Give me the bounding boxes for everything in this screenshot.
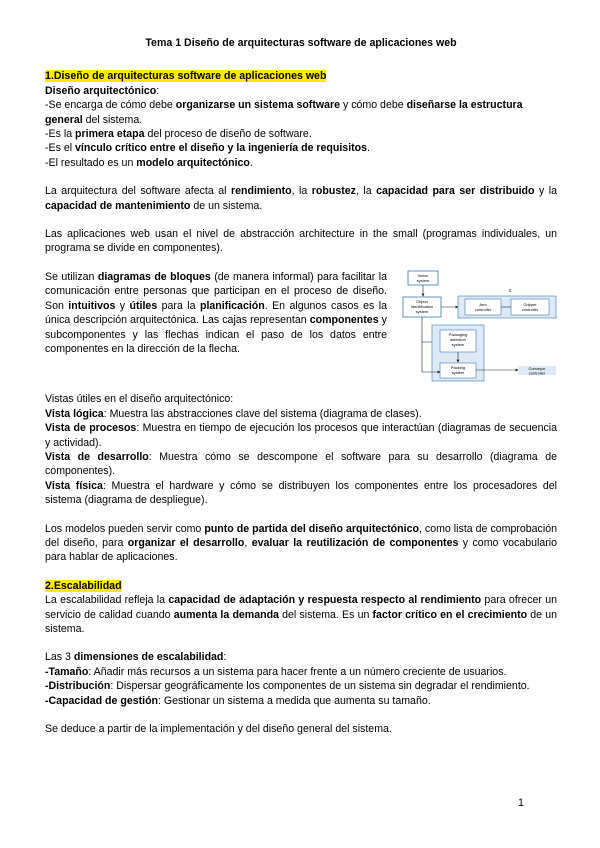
diagram-section <box>45 270 557 376</box>
b1a: -Se encarga de cómo debe <box>45 99 176 112</box>
s2a: La escalabilidad refleja la <box>45 594 169 607</box>
dim-management-name: -Capacidad de gestión <box>45 694 159 707</box>
arm-label-2: controller <box>474 306 492 312</box>
p1b: rendimiento <box>230 185 292 198</box>
p3e: y <box>115 299 130 312</box>
dim-distribution-name: -Distribución <box>45 680 111 693</box>
b1b: organizarse un sistema software <box>175 99 341 112</box>
object-label-1: Object <box>416 298 428 304</box>
paragraph-architecture <box>45 184 557 213</box>
p1f: capacidad para ser distribuido <box>376 185 535 198</box>
p4c: , como lista de comprobación del diseño, para <box>45 522 557 549</box>
s2d: aumenta la demanda <box>173 608 279 621</box>
b2b: primera etapa <box>75 128 145 141</box>
p1e: , la <box>355 185 377 198</box>
p4g: y como vocabulario para hablar de aplicaciones. <box>45 536 558 564</box>
group-marker: c <box>508 287 512 294</box>
s2f: factor crítico en el crecimiento <box>372 608 528 621</box>
bullet-2 <box>45 127 557 141</box>
s2e: del sistema. Es un <box>278 608 373 621</box>
view-physical-name: Vista física <box>45 479 103 492</box>
dim-distribution-text: : Dispersar geográficamente los componentes de un sistema sin degradar el rendimiento. <box>110 680 530 693</box>
packing-label-2: system <box>451 369 465 375</box>
p4a: Los modelos pueden servir como <box>45 522 205 535</box>
di-a: Las 3 <box>45 651 74 664</box>
b1c: y cómo debe <box>340 99 407 112</box>
view-development-text: : Muestra cómo se descompone el software para su desarrollo (diagrama de componentes). <box>45 450 557 478</box>
p1i: de un sistema. <box>190 199 263 212</box>
view-development <box>45 450 557 479</box>
section2-heading <box>45 579 557 593</box>
packaging-label-3: system <box>451 341 465 347</box>
bullet-4 <box>45 156 557 170</box>
s2g: de un sistema. <box>45 608 557 635</box>
subheading <box>45 84 557 98</box>
paragraph-deduction: Se deduce a partir de la implementación y del diseño general del sistema. <box>45 723 392 736</box>
view-process-name: Vista de procesos <box>45 422 137 435</box>
page-number: 1 <box>518 797 524 809</box>
dimensions-intro <box>45 650 557 664</box>
view-physical-text: : Muestra el hardware y cómo se distribuyen los componentes entre los procesadores del sistema (diagrama de despliegue). <box>45 479 557 507</box>
view-logical <box>45 407 557 421</box>
vision-label-1: Vision <box>417 272 429 278</box>
views-intro: Vistas útiles en el diseño arquitectónico: <box>45 393 234 406</box>
b2a: -Es la <box>45 128 76 141</box>
view-physical <box>45 479 557 508</box>
bullet-3 <box>45 141 557 155</box>
b4b: modelo arquitectónico <box>136 156 250 169</box>
p1g: y la <box>534 185 558 198</box>
p4d: organizar el desarrollo <box>127 536 245 549</box>
view-development-name: Vista de desarrollo <box>45 450 149 463</box>
block-diagram <box>400 270 560 396</box>
p3f: útiles <box>129 299 158 312</box>
document-page <box>45 36 557 736</box>
p4e: , <box>244 536 252 549</box>
dimension-size <box>45 665 557 679</box>
view-logical-text: : Muestra las abstracciones clave del sistema (diagrama de clases). <box>103 407 422 420</box>
p4f: evaluar la reutilización de componentes <box>251 536 459 549</box>
b3b: vínculo crítico entre el diseño y la ingeniería de requisitos <box>75 142 368 155</box>
paragraph-web-apps: Las aplicaciones web usan el nivel de abstracción architecture in the small (programas individuales, un programa se divide en componentes). <box>45 228 557 255</box>
b2c: del proceso de diseño de software. <box>144 128 312 141</box>
view-logical-name: Vista lógica <box>45 407 104 420</box>
b3a: -Es el <box>45 142 76 155</box>
conveyor-label-2: controller <box>528 370 546 376</box>
b4a: -El resultado es un <box>45 156 137 169</box>
di-b: dimensiones de escalabilidad <box>73 651 224 664</box>
vision-label-2: system <box>416 277 430 283</box>
di-c: : <box>223 651 227 664</box>
b1d: diseñarse la estructura general <box>45 99 523 126</box>
document-title: Tema 1 Diseño de arquitecturas software de aplicaciones web <box>145 37 457 49</box>
object-label-2: identification <box>410 303 434 309</box>
p3i: . En algunos casos es la única descripción arquitectónica. Las cajas representan <box>45 299 388 327</box>
b1e: del sistema. <box>82 113 143 126</box>
p3g: para la <box>157 299 200 312</box>
dim-size-text: : Añadir más recursos a un sistema para hacer frente a un número creciente de usuarios. <box>88 665 507 678</box>
dimension-management <box>45 694 557 708</box>
section1-heading-text: 1.Diseño de arquitecturas software de aplicaciones web <box>45 70 327 83</box>
p3b: diagramas de bloques <box>97 270 211 283</box>
arm-label-1: Arm <box>479 301 487 307</box>
subheading-text: Diseño arquitectónico <box>45 84 157 97</box>
p1a: La arquitectura del software afecta al <box>45 185 231 198</box>
p3c: (de manera informal) para facilitar la comunicación entre personas que participan en el proceso de diseño. Son <box>45 270 388 312</box>
packing-label-1: Packing <box>450 364 466 370</box>
object-label-3: system <box>415 308 429 314</box>
gripper-label-2: controller <box>521 306 539 312</box>
dim-management-text: : Gestionar un sistema a medida que aumenta su tamaño. <box>158 694 431 707</box>
b4c: . <box>249 156 253 169</box>
s2b: capacidad de adaptación y respuesta respecto al rendimiento <box>168 594 482 607</box>
dimension-distribution <box>45 679 557 693</box>
paragraph-scalability <box>45 593 557 636</box>
section1-heading <box>45 69 557 83</box>
subheading-colon: : <box>156 84 160 97</box>
dim-size-name: -Tamaño <box>45 665 89 678</box>
packaging-label-2: selection <box>450 336 466 342</box>
p1d: robustez <box>311 185 356 198</box>
paragraph-models <box>45 522 557 565</box>
p3d: intuitivos <box>68 299 116 312</box>
p3h: planificación <box>199 299 265 312</box>
p4b: punto de partida del diseño arquitectónico <box>204 522 419 535</box>
p1h: capacidad de mantenimiento <box>45 199 191 212</box>
view-process <box>45 421 557 450</box>
section2-heading-text: 2.Escalabilidad <box>45 579 122 592</box>
b3c: . <box>367 142 370 155</box>
p3j: componentes <box>309 314 379 327</box>
p1c: , la <box>291 185 312 198</box>
packaging-label-1: Packaging <box>448 331 468 337</box>
paragraph-block-diagrams <box>45 270 387 356</box>
s2c: para ofrecer un servicio de calidad cuando <box>45 594 557 621</box>
conveyor-label-1: Conveyor <box>528 365 546 371</box>
p3a: Se utilizan <box>45 270 98 283</box>
p3k: y subcomponentes y las flechas indican el paso de los datos entre componentes en la dirección de la flecha. <box>45 314 387 355</box>
gripper-label-1: Gripper <box>523 301 537 307</box>
view-process-text: : Muestra en tiempo de ejecución los procesos que interactúan (diagramas de secuencia y actividad). <box>45 422 558 449</box>
bullet-1 <box>45 98 557 127</box>
